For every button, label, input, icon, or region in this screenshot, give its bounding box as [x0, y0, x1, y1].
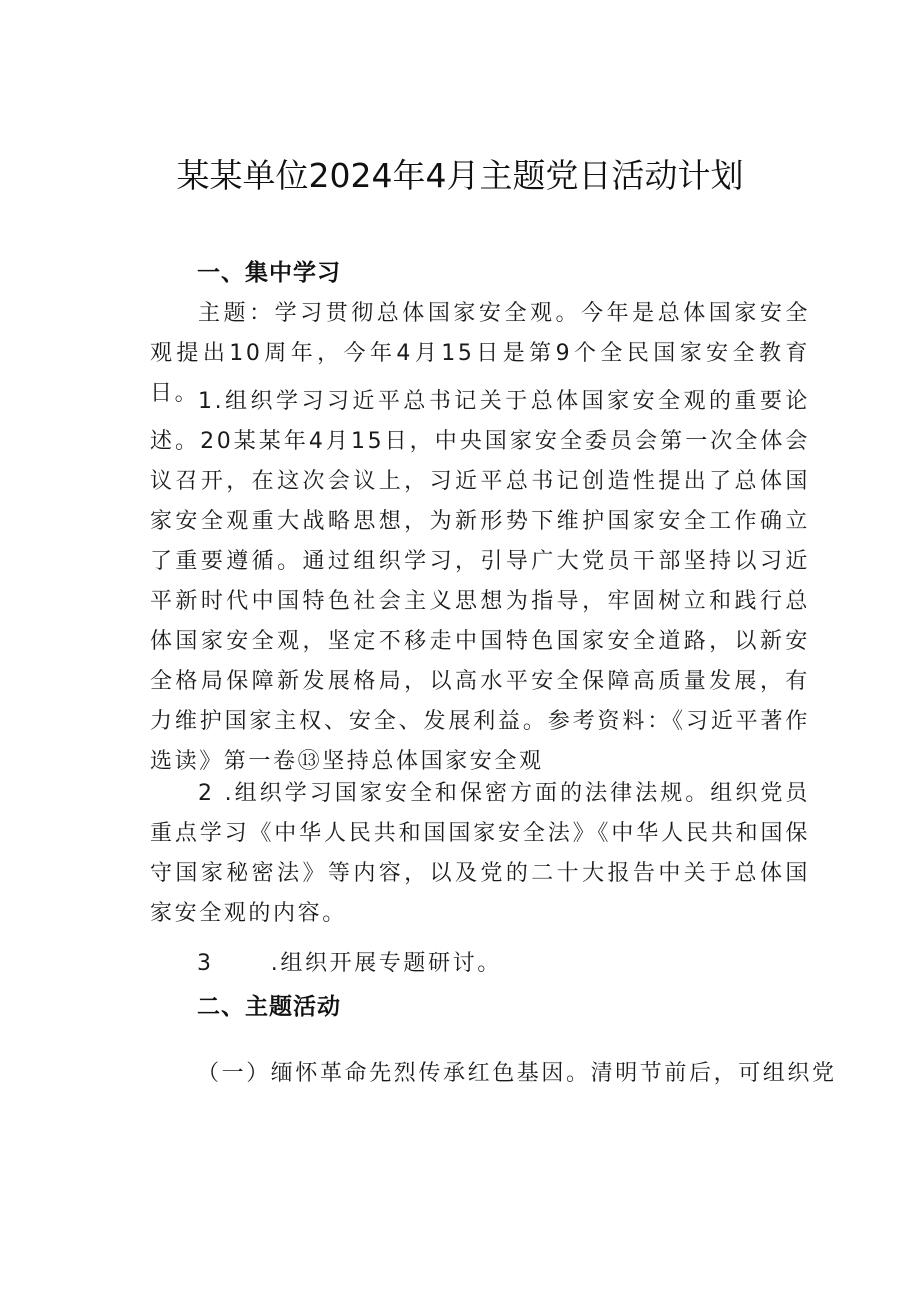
section-heading-activities: 二、主题活动: [197, 994, 341, 1020]
theme-paragraph: 主题：学习贯彻总体国家安全观。今年是总体国家安全观提出10周年，今年4月15日是第9个全民国家安全教育日。: [150, 301, 810, 406]
document-title: 某某单位2024年4月主题党日活动计划: [176, 156, 744, 195]
study-item-3-number: 3: [197, 951, 214, 976]
study-item-2: 2 .组织学习国家安全和保密方面的法律法规。组织党员重点学习《中华人民共和国国家安全法》《中华人民共和国保守国家秘密法》等内容，以及党的二十大报告中关于总体国家安全观的内容。: [150, 781, 810, 926]
study-item-3: [197, 946, 502, 982]
study-item-1: 1.组织学习习近平总书记关于总体国家安全观的重要论述。20某某年4月15日，中央国家安全委员会第一次全体会议召开，在这次会议上，习近平总书记创造性提出了总体国家安全观重大战略思想，为新形势下维护国家安全工作确立了重要遵循。通过组织学习，引导广大党员干部坚持以习近平新时代中国特色社会主义思想为指导，牢固树立和践行总体国家安全观，坚定不移走中国特色国家安全道路，以新安全格局保障新发展格局，以高水平安全保障高质量发展，有力维护国家主权、安全、发展利益。参考资料：《习近平著作选读》第一卷⑬坚持总体国家安全观: [150, 389, 810, 774]
section-heading-study: 一、集中学习: [197, 260, 341, 286]
activity-subitem-1: （一）缅怀革命先烈传承红色基因。清明节前后，可组织党: [197, 1061, 837, 1086]
study-item-3-text: .组织开展专题研讨。: [270, 951, 502, 976]
